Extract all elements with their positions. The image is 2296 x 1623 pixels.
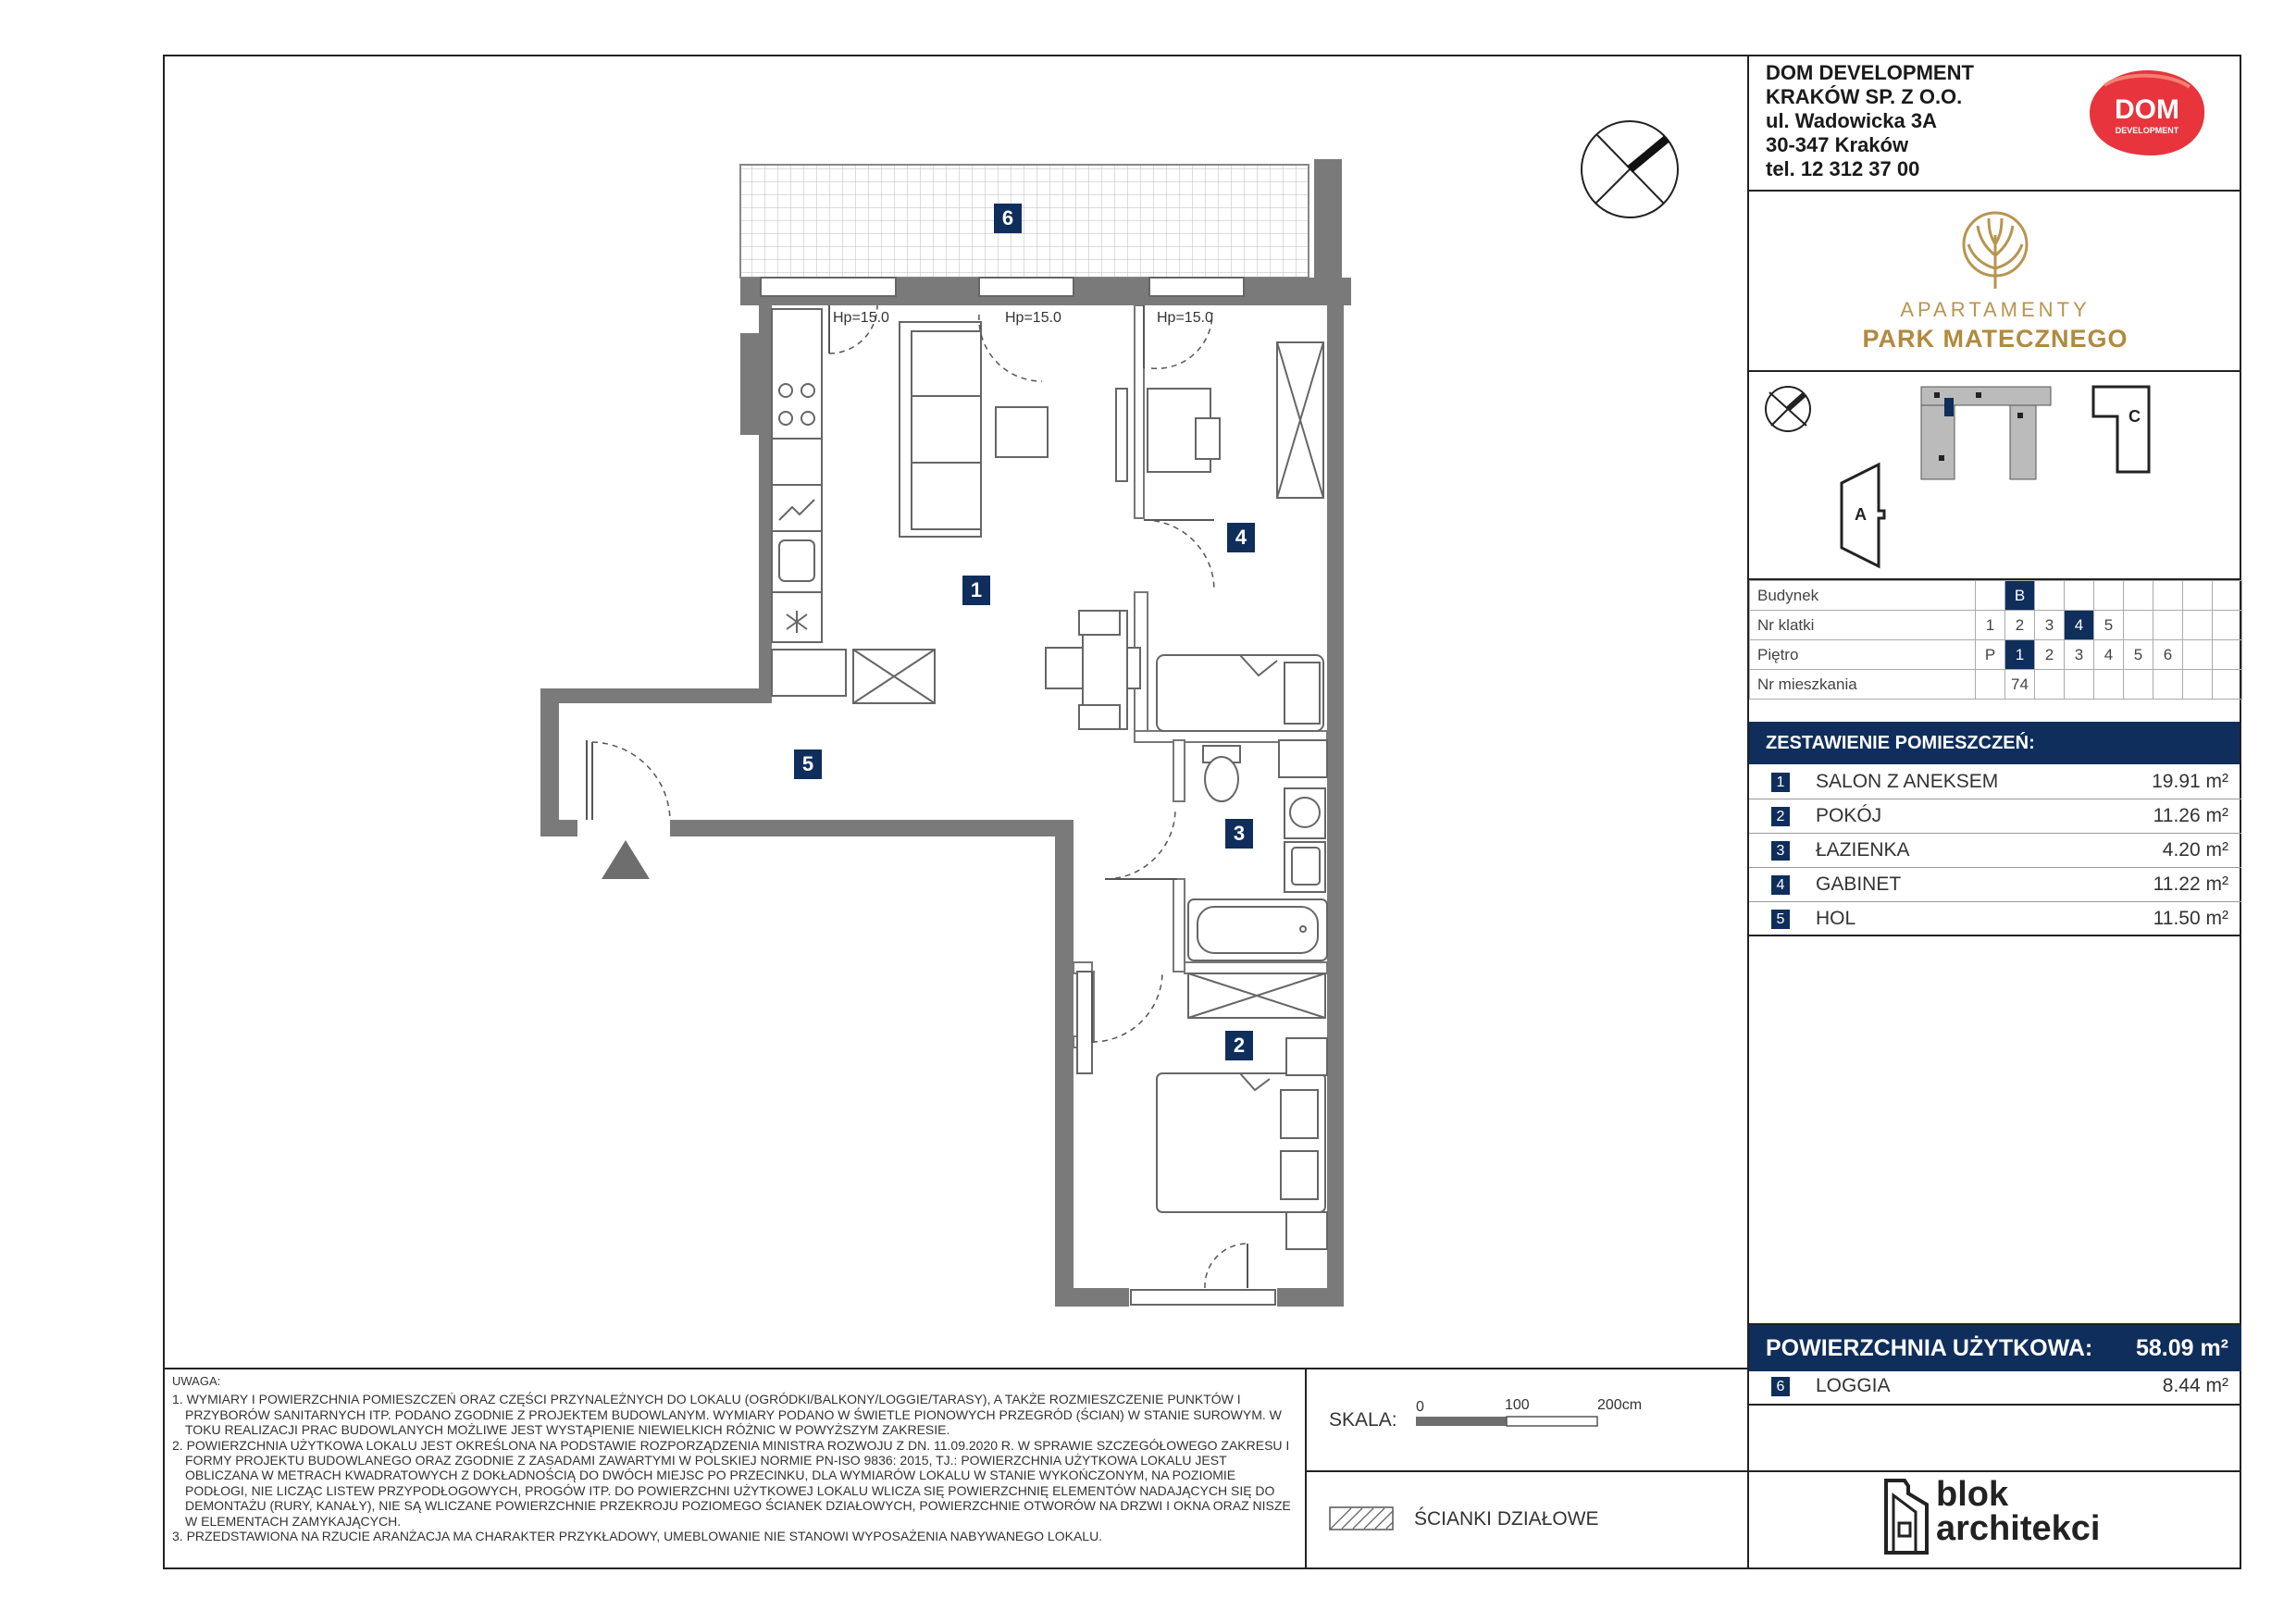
company-city: 30-347 Kraków xyxy=(1766,133,1909,156)
pietro-cell: 3 xyxy=(2065,640,2094,670)
room-row xyxy=(1749,834,2241,867)
room-row xyxy=(1749,868,2241,901)
panel-rule xyxy=(1747,190,2241,192)
rooms-title: ZESTAWIENIE POMIESZCZEŃ: xyxy=(1749,722,2240,764)
row-pietro xyxy=(1750,640,2242,670)
scale-tick: 200cm xyxy=(1597,1397,1643,1413)
north-compass-icon xyxy=(1579,118,1681,220)
architect-word2: architekci xyxy=(1936,1509,2101,1548)
company-name-1: DOM DEVELOPMENT xyxy=(1766,61,1974,84)
room-tag: 6 xyxy=(994,204,1022,233)
hp-label: Hp=15.0 xyxy=(833,310,889,326)
dom-logo-word: DOM xyxy=(2115,94,2179,125)
building-c-label: C xyxy=(2128,407,2141,426)
budynek-label: Budynek xyxy=(1750,581,1976,611)
room-name: HOL xyxy=(1816,908,1856,929)
partition-hatch-icon xyxy=(1329,1506,1396,1532)
budynek-cell: B xyxy=(2005,581,2035,611)
loggia-area xyxy=(740,165,1309,278)
entrance-arrow xyxy=(602,840,650,879)
company-name-2: KRAKÓW SP. Z O.O. xyxy=(1766,85,1963,108)
pietro-cell: 2 xyxy=(2035,640,2065,670)
site-minimap xyxy=(1749,372,2241,580)
room-area: 19.91 m² xyxy=(2152,771,2228,792)
extra-name: LOGGIA xyxy=(1816,1375,1891,1396)
scale-rule xyxy=(1305,1470,1749,1472)
hp-label: Hp=15.0 xyxy=(1157,310,1213,326)
room-number: 5 xyxy=(1771,910,1790,929)
extra-row xyxy=(1749,1369,2241,1403)
room-number: 2 xyxy=(1771,807,1790,826)
klatka-cell: 2 xyxy=(2005,611,2035,640)
pietro-cell: 5 xyxy=(2124,640,2153,670)
mieszkanie-cell: 74 xyxy=(2005,670,2035,700)
architect-logo xyxy=(1875,1473,2143,1556)
building-a-outline xyxy=(1842,465,1884,566)
row-budynek xyxy=(1750,581,2242,611)
project-brand xyxy=(1749,194,2241,370)
klatka-label: Nr klatki xyxy=(1750,611,1976,640)
building-c-outline xyxy=(2093,387,2149,472)
room-row xyxy=(1749,765,2241,799)
note-item: 1. WYMIARY I POWIERZCHNIA POMIESZCZEŃ ORAZ CZĘŚCI PRZYNALEŻNYCH DO LOKALU (OGRÓDKI/BALKONY/LOGGIE/TARASY), A TAKŻE ROZMIESZCZENIE PUNKTÓW I PRZYBORÓW SANITARNYCH ITP. PODANO ZGODNIE Z PROJEKTEM BUDOWLANYM. WYMIARY PODANO W ŚWIETLE PIONOWYCH PRZEGRÓD (ŚCIAN) W STANIE SUROWYM. W TOKU REALIZACJI PRAC BUDOWLANYCH MOŻLIWE JEST WYSTĄPIENIE NIEWIELKICH RÓŻNIC W POWYŻSZYM ZAKRESIE. xyxy=(172,1392,1282,1438)
notes xyxy=(172,1374,1301,1543)
hp-label: Hp=15.0 xyxy=(1005,310,1061,326)
architect-word1: blok xyxy=(1936,1475,2009,1514)
room-name: GABINET xyxy=(1816,873,1902,895)
total-area-value: 58.09 m² xyxy=(2135,1335,2228,1361)
extra-number: 6 xyxy=(1771,1377,1790,1396)
pietro-cell: 4 xyxy=(2094,640,2124,670)
klatka-cell: 3 xyxy=(2035,611,2065,640)
bedroom-furniture xyxy=(1077,972,1327,1249)
tree-icon xyxy=(1954,207,2037,292)
total-area-bar xyxy=(1749,1325,2241,1371)
room-tag: 3 xyxy=(1225,819,1253,849)
panel-rule xyxy=(1747,1404,2241,1406)
scale-bar xyxy=(1416,1416,1601,1427)
notes-title: UWAGA: xyxy=(172,1374,221,1388)
notes-rule xyxy=(163,1368,1749,1369)
room-number: 3 xyxy=(1771,841,1790,861)
row-klatka xyxy=(1750,611,2242,640)
scale-label: SKALA: xyxy=(1329,1409,1397,1431)
room-area: 4.20 m² xyxy=(2162,839,2228,861)
room-area: 11.26 m² xyxy=(2153,805,2228,826)
mieszkanie-label: Nr mieszkania xyxy=(1750,670,1976,700)
company-info xyxy=(1766,61,1974,181)
room-row xyxy=(1749,799,2241,833)
panel-rule xyxy=(1747,1470,2241,1472)
company-street: ul. Wadowicka 3A xyxy=(1766,109,1938,132)
company-phone: tel. 12 312 37 00 xyxy=(1766,157,1920,180)
apartment-floor-plan xyxy=(518,148,1351,1314)
room-number: 4 xyxy=(1771,875,1790,895)
room-name: POKÓJ xyxy=(1816,805,1882,826)
total-area-label: POWIERZCHNIA UŻYTKOWA: xyxy=(1766,1335,2093,1361)
cell-blank xyxy=(1976,581,2005,611)
note-item: 3. PRZEDSTAWIONA NA RZUCIE ARANŻACJA MA CHARAKTER PRZYKŁADOWY, UMEBLOWANIE NIE STANOWI WYPOSAŻENIA NABYWANEGO LOKALU. xyxy=(172,1529,1103,1544)
project-line1: APARTAMENTY xyxy=(1900,298,2091,321)
note-item: 2. POWIERZCHNIA UŻYTKOWA LOKALU JEST OKREŚLONA NA PODSTAWIE ROZPORZĄDZENIA MINISTRA ROZWOJU Z DN. 11.09.2020 R. W SPRAWIE SZCZEGÓŁOWEGO ZAKRESU I FORMY PROJEKTU BUDOWLANEGO ORAZ ZGODNIE Z ZASADAMI ZAWARTYMI W POLSKIEJ NORMIE PN-ISO 9836: 2015, TJ.: POWIERZCHNIA UŻYTKOWA LOKALU JEST OBLICZANA W METRACH KWADRATOWYCH Z DOKŁADNOŚCIĄ DO DWÓCH MIEJSC PO PRZECINKU, DLA WYMIARÓW LOKALU W STANIE WYKOŃCZONYM, NA POZIOMIE PODŁOGI, NIE LICZĄC LISTEW PRZYPODŁOGOWYCH, PROGÓW ITP. DO POWIERZCHNI UŻYTKOWEJ LOKALU WLICZA SIĘ POWIERZCHNIĘ ELEMENTÓW NADAJĄCYCH SIĘ DO DEMONTAŻU (RURY, KANAŁY), NIE SĄ WLICZANE POWIERZCHNIE PRZEKROJU POZIOMEGO ŚCIANEK DZIAŁOWYCH, POWIERZCHNIE OTWORÓW NA DRZWI I OKNA ORAZ NISZE W ELEMENTACH ZAMYKAJĄCYCH. xyxy=(172,1437,1291,1529)
klatka-cell: 1 xyxy=(1976,611,2005,640)
dom-development-logo xyxy=(2086,67,2208,159)
extra-area: 8.44 m² xyxy=(2162,1375,2228,1396)
room-tag: 4 xyxy=(1227,523,1255,552)
room-number: 1 xyxy=(1771,773,1790,792)
room-row xyxy=(1749,902,2241,935)
klatka-cell-selected: 4 xyxy=(2065,611,2094,640)
room-name: ŁAZIENKA xyxy=(1816,839,1910,861)
pietro-cell: P xyxy=(1976,640,2005,670)
room-tag: 5 xyxy=(794,750,822,779)
building-b-outline xyxy=(1921,387,2051,479)
building-a-label: A xyxy=(1855,505,1867,524)
room-tag: 2 xyxy=(1225,1031,1253,1060)
architect-building-icon xyxy=(1880,1475,1932,1555)
partition-legend-label: ŚCIANKI DZIAŁOWE xyxy=(1414,1508,1599,1530)
room-area: 11.50 m² xyxy=(2153,908,2228,929)
pietro-label: Piętro xyxy=(1750,640,1976,670)
notes-divider xyxy=(1305,1368,1307,1569)
minimap-compass-icon xyxy=(1766,387,1810,431)
room-area: 11.22 m² xyxy=(2153,873,2228,895)
room-tag: 1 xyxy=(962,576,990,605)
location-table xyxy=(1749,580,2242,700)
project-line2: PARK MATECZNEGO xyxy=(1862,325,2128,353)
klatka-cell: 5 xyxy=(2094,611,2124,640)
scale-tick: 0 xyxy=(1416,1399,1424,1415)
bathroom-fixtures xyxy=(1188,740,1327,960)
row-mieszkanie xyxy=(1750,670,2242,700)
pietro-cell-selected: 1 xyxy=(2005,640,2035,670)
dom-logo-subword: DEVELOPMENT xyxy=(2115,126,2179,135)
room-name: SALON Z ANEKSEM xyxy=(1816,771,1999,792)
pietro-cell: 6 xyxy=(2153,640,2183,670)
scale-tick: 100 xyxy=(1505,1397,1530,1413)
